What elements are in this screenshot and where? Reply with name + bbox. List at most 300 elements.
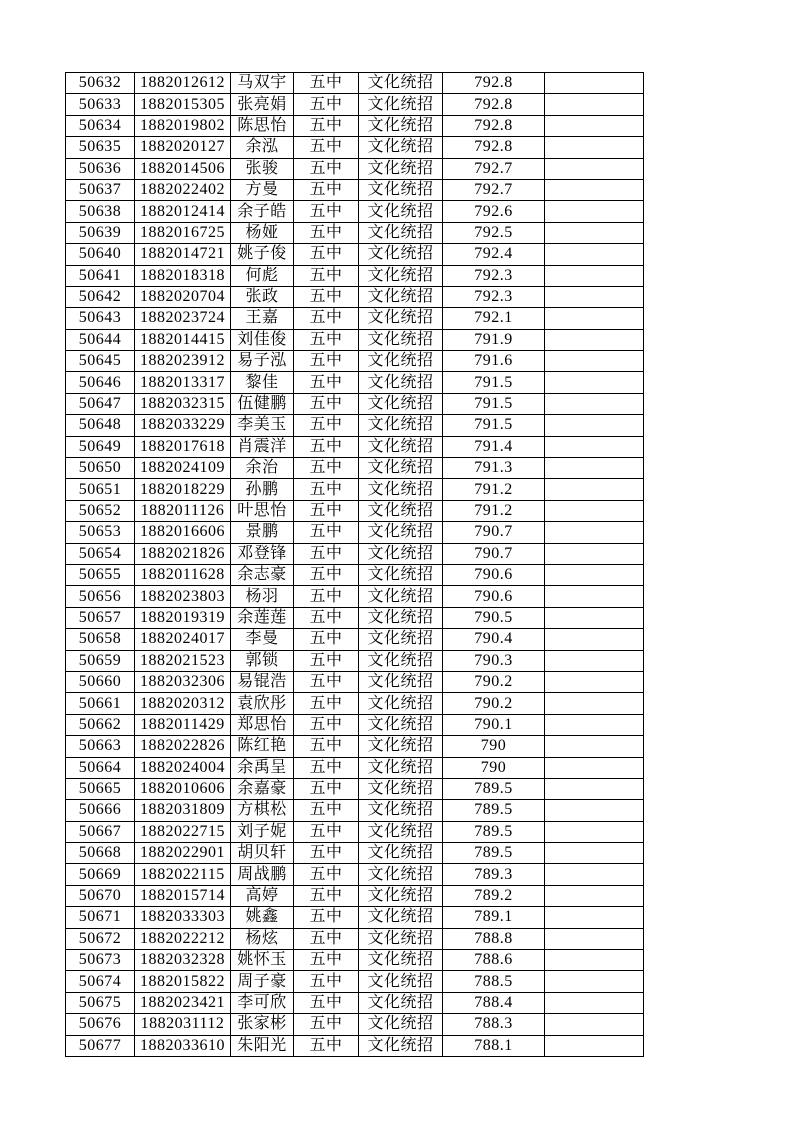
cell-admission-type: 文化统招 (359, 885, 443, 906)
cell-seq-number: 50658 (66, 629, 135, 650)
table-row (66, 843, 644, 864)
cell-seq-number: 50673 (66, 950, 135, 971)
cell-score: 790.6 (443, 564, 545, 585)
cell-seq-number: 50644 (66, 329, 135, 350)
cell-blank (545, 265, 644, 286)
cell-school: 五中 (294, 308, 359, 329)
cell-admission-type: 文化统招 (359, 329, 443, 350)
cell-name: 姚子俊 (231, 244, 294, 265)
cell-score: 791.2 (443, 479, 545, 500)
cell-admission-type: 文化统招 (359, 500, 443, 521)
cell-seq-number: 50671 (66, 907, 135, 928)
cell-student-id: 1882016725 (135, 222, 231, 243)
cell-admission-type: 文化统招 (359, 650, 443, 671)
cell-admission-type: 文化统招 (359, 607, 443, 628)
cell-seq-number: 50635 (66, 137, 135, 158)
table-row (66, 885, 644, 906)
cell-student-id: 1882033303 (135, 907, 231, 928)
table-row (66, 907, 644, 928)
cell-blank (545, 564, 644, 585)
cell-school: 五中 (294, 137, 359, 158)
cell-score: 790.7 (443, 522, 545, 543)
cell-seq-number: 50642 (66, 286, 135, 307)
cell-student-id: 1882022901 (135, 843, 231, 864)
cell-admission-type: 文化统招 (359, 222, 443, 243)
cell-admission-type: 文化统招 (359, 586, 443, 607)
cell-score: 790.3 (443, 650, 545, 671)
cell-blank (545, 179, 644, 200)
cell-blank (545, 372, 644, 393)
cell-seq-number: 50651 (66, 479, 135, 500)
cell-blank (545, 1014, 644, 1035)
cell-school: 五中 (294, 992, 359, 1013)
cell-school: 五中 (294, 372, 359, 393)
table-row (66, 479, 644, 500)
cell-name: 景鹏 (231, 522, 294, 543)
table-row (66, 928, 644, 949)
cell-score: 790.2 (443, 671, 545, 692)
cell-seq-number: 50633 (66, 94, 135, 115)
cell-name: 李曼 (231, 629, 294, 650)
cell-blank (545, 436, 644, 457)
cell-score: 792.6 (443, 201, 545, 222)
cell-score: 788.1 (443, 1035, 545, 1056)
cell-blank (545, 543, 644, 564)
table-row (66, 671, 644, 692)
cell-score: 791.6 (443, 351, 545, 372)
cell-name: 周子豪 (231, 971, 294, 992)
table-row (66, 736, 644, 757)
table-row (66, 393, 644, 414)
cell-name: 张亮娟 (231, 94, 294, 115)
table-row (66, 73, 644, 94)
cell-blank (545, 714, 644, 735)
cell-name: 张骏 (231, 158, 294, 179)
cell-blank (545, 821, 644, 842)
cell-seq-number: 50645 (66, 351, 135, 372)
cell-admission-type: 文化统招 (359, 714, 443, 735)
cell-seq-number: 50639 (66, 222, 135, 243)
cell-seq-number: 50650 (66, 458, 135, 479)
cell-score: 792.7 (443, 179, 545, 200)
cell-blank (545, 1035, 644, 1056)
cell-blank (545, 137, 644, 158)
cell-score: 792.4 (443, 244, 545, 265)
cell-blank (545, 778, 644, 799)
cell-blank (545, 393, 644, 414)
cell-name: 马双宇 (231, 73, 294, 94)
cell-score: 789.1 (443, 907, 545, 928)
cell-admission-type: 文化统招 (359, 1014, 443, 1035)
cell-score: 789.5 (443, 800, 545, 821)
cell-student-id: 1882011126 (135, 500, 231, 521)
cell-blank (545, 73, 644, 94)
cell-school: 五中 (294, 1035, 359, 1056)
cell-admission-type: 文化统招 (359, 201, 443, 222)
cell-seq-number: 50662 (66, 714, 135, 735)
cell-admission-type: 文化统招 (359, 286, 443, 307)
cell-admission-type: 文化统招 (359, 137, 443, 158)
cell-name: 刘佳俊 (231, 329, 294, 350)
cell-student-id: 1882020312 (135, 693, 231, 714)
table-row (66, 800, 644, 821)
cell-school: 五中 (294, 907, 359, 928)
cell-seq-number: 50675 (66, 992, 135, 1013)
cell-admission-type: 文化统招 (359, 821, 443, 842)
cell-school: 五中 (294, 757, 359, 778)
cell-admission-type: 文化统招 (359, 179, 443, 200)
cell-student-id: 1882015305 (135, 94, 231, 115)
cell-school: 五中 (294, 950, 359, 971)
cell-score: 792.8 (443, 115, 545, 136)
cell-score: 791.5 (443, 415, 545, 436)
table-row (66, 821, 644, 842)
cell-student-id: 1882032306 (135, 671, 231, 692)
cell-seq-number: 50656 (66, 586, 135, 607)
cell-seq-number: 50672 (66, 928, 135, 949)
cell-name: 黎佳 (231, 372, 294, 393)
cell-seq-number: 50643 (66, 308, 135, 329)
table-row (66, 564, 644, 585)
cell-school: 五中 (294, 415, 359, 436)
cell-school: 五中 (294, 736, 359, 757)
cell-score: 792.3 (443, 265, 545, 286)
table-row (66, 308, 644, 329)
cell-admission-type: 文化统招 (359, 564, 443, 585)
cell-admission-type: 文化统招 (359, 757, 443, 778)
cell-school: 五中 (294, 115, 359, 136)
cell-name: 张政 (231, 286, 294, 307)
cell-name: 伍健鹏 (231, 393, 294, 414)
score-table (65, 72, 644, 1057)
cell-admission-type: 文化统招 (359, 308, 443, 329)
cell-name: 余禹呈 (231, 757, 294, 778)
cell-student-id: 1882017618 (135, 436, 231, 457)
cell-blank (545, 736, 644, 757)
cell-name: 余莲莲 (231, 607, 294, 628)
cell-seq-number: 50665 (66, 778, 135, 799)
cell-admission-type: 文化统招 (359, 244, 443, 265)
table-row (66, 522, 644, 543)
cell-score: 789.5 (443, 821, 545, 842)
cell-school: 五中 (294, 179, 359, 200)
cell-seq-number: 50667 (66, 821, 135, 842)
cell-school: 五中 (294, 1014, 359, 1035)
cell-seq-number: 50638 (66, 201, 135, 222)
cell-blank (545, 351, 644, 372)
cell-name: 姚鑫 (231, 907, 294, 928)
cell-blank (545, 800, 644, 821)
cell-student-id: 1882022115 (135, 864, 231, 885)
cell-blank (545, 864, 644, 885)
cell-blank (545, 950, 644, 971)
cell-score: 791.3 (443, 458, 545, 479)
cell-blank (545, 885, 644, 906)
cell-school: 五中 (294, 436, 359, 457)
cell-student-id: 1882014721 (135, 244, 231, 265)
cell-seq-number: 50632 (66, 73, 135, 94)
cell-score: 791.4 (443, 436, 545, 457)
cell-seq-number: 50646 (66, 372, 135, 393)
cell-seq-number: 50647 (66, 393, 135, 414)
cell-admission-type: 文化统招 (359, 778, 443, 799)
cell-student-id: 1882018229 (135, 479, 231, 500)
cell-seq-number: 50666 (66, 800, 135, 821)
cell-score: 789.2 (443, 885, 545, 906)
cell-seq-number: 50657 (66, 607, 135, 628)
cell-score: 791.5 (443, 372, 545, 393)
table-row (66, 629, 644, 650)
cell-blank (545, 308, 644, 329)
cell-seq-number: 50661 (66, 693, 135, 714)
cell-admission-type: 文化统招 (359, 543, 443, 564)
cell-seq-number: 50660 (66, 671, 135, 692)
cell-school: 五中 (294, 393, 359, 414)
cell-name: 孙鹏 (231, 479, 294, 500)
cell-blank (545, 586, 644, 607)
cell-seq-number: 50648 (66, 415, 135, 436)
cell-name: 李美玉 (231, 415, 294, 436)
cell-school: 五中 (294, 500, 359, 521)
cell-student-id: 1882023912 (135, 351, 231, 372)
cell-student-id: 1882011628 (135, 564, 231, 585)
cell-school: 五中 (294, 928, 359, 949)
cell-name: 周战鹏 (231, 864, 294, 885)
cell-seq-number: 50637 (66, 179, 135, 200)
cell-admission-type: 文化统招 (359, 950, 443, 971)
cell-name: 方曼 (231, 179, 294, 200)
cell-admission-type: 文化统招 (359, 73, 443, 94)
cell-student-id: 1882023724 (135, 308, 231, 329)
cell-seq-number: 50655 (66, 564, 135, 585)
cell-seq-number: 50636 (66, 158, 135, 179)
cell-blank (545, 693, 644, 714)
cell-score: 789.3 (443, 864, 545, 885)
cell-school: 五中 (294, 94, 359, 115)
cell-seq-number: 50677 (66, 1035, 135, 1056)
cell-school: 五中 (294, 821, 359, 842)
cell-score: 788.4 (443, 992, 545, 1013)
cell-student-id: 1882032315 (135, 393, 231, 414)
cell-student-id: 1882019802 (135, 115, 231, 136)
table-row (66, 415, 644, 436)
cell-name: 朱阳光 (231, 1035, 294, 1056)
cell-blank (545, 650, 644, 671)
table-row (66, 244, 644, 265)
cell-blank (545, 671, 644, 692)
cell-blank (545, 522, 644, 543)
cell-score: 790.6 (443, 586, 545, 607)
table-row (66, 436, 644, 457)
cell-admission-type: 文化统招 (359, 736, 443, 757)
cell-admission-type: 文化统招 (359, 864, 443, 885)
cell-name: 余嘉豪 (231, 778, 294, 799)
cell-score: 788.3 (443, 1014, 545, 1035)
cell-name: 易子泓 (231, 351, 294, 372)
cell-school: 五中 (294, 222, 359, 243)
cell-seq-number: 50652 (66, 500, 135, 521)
cell-student-id: 1882021826 (135, 543, 231, 564)
cell-seq-number: 50664 (66, 757, 135, 778)
cell-blank (545, 629, 644, 650)
cell-score: 792.5 (443, 222, 545, 243)
cell-school: 五中 (294, 864, 359, 885)
cell-blank (545, 329, 644, 350)
cell-school: 五中 (294, 971, 359, 992)
cell-school: 五中 (294, 564, 359, 585)
cell-school: 五中 (294, 329, 359, 350)
cell-name: 刘子妮 (231, 821, 294, 842)
cell-admission-type: 文化统招 (359, 393, 443, 414)
cell-admission-type: 文化统招 (359, 351, 443, 372)
cell-student-id: 1882015714 (135, 885, 231, 906)
cell-admission-type: 文化统招 (359, 843, 443, 864)
cell-blank (545, 500, 644, 521)
cell-score: 791.5 (443, 393, 545, 414)
cell-student-id: 1882022402 (135, 179, 231, 200)
table-row (66, 864, 644, 885)
cell-blank (545, 94, 644, 115)
cell-blank (545, 158, 644, 179)
table-row (66, 1035, 644, 1056)
table-row (66, 693, 644, 714)
cell-student-id: 1882018318 (135, 265, 231, 286)
cell-student-id: 1882010606 (135, 778, 231, 799)
cell-student-id: 1882014506 (135, 158, 231, 179)
cell-blank (545, 607, 644, 628)
cell-admission-type: 文化统招 (359, 1035, 443, 1056)
cell-seq-number: 50641 (66, 265, 135, 286)
cell-name: 李可欣 (231, 992, 294, 1013)
cell-score: 790.5 (443, 607, 545, 628)
cell-school: 五中 (294, 73, 359, 94)
cell-blank (545, 222, 644, 243)
cell-score: 788.5 (443, 971, 545, 992)
table-row (66, 607, 644, 628)
cell-student-id: 1882023421 (135, 992, 231, 1013)
cell-name: 杨羽 (231, 586, 294, 607)
cell-school: 五中 (294, 671, 359, 692)
cell-student-id: 1882031112 (135, 1014, 231, 1035)
table-row (66, 586, 644, 607)
cell-student-id: 1882023803 (135, 586, 231, 607)
cell-seq-number: 50634 (66, 115, 135, 136)
cell-name: 陈思怡 (231, 115, 294, 136)
cell-blank (545, 286, 644, 307)
cell-blank (545, 458, 644, 479)
cell-name: 方棋松 (231, 800, 294, 821)
cell-student-id: 1882032328 (135, 950, 231, 971)
table-row (66, 351, 644, 372)
cell-school: 五中 (294, 543, 359, 564)
cell-name: 郭锁 (231, 650, 294, 671)
cell-student-id: 1882021523 (135, 650, 231, 671)
cell-admission-type: 文化统招 (359, 458, 443, 479)
cell-student-id: 1882024109 (135, 458, 231, 479)
table-row (66, 500, 644, 521)
cell-admission-type: 文化统招 (359, 436, 443, 457)
cell-student-id: 1882033229 (135, 415, 231, 436)
cell-blank (545, 992, 644, 1013)
cell-score: 791.9 (443, 329, 545, 350)
table-row (66, 714, 644, 735)
cell-name: 郑思怡 (231, 714, 294, 735)
cell-name: 高婷 (231, 885, 294, 906)
cell-admission-type: 文化统招 (359, 928, 443, 949)
cell-score: 789.5 (443, 778, 545, 799)
cell-school: 五中 (294, 586, 359, 607)
table-row (66, 115, 644, 136)
cell-score: 788.8 (443, 928, 545, 949)
cell-school: 五中 (294, 650, 359, 671)
table-row (66, 971, 644, 992)
cell-school: 五中 (294, 351, 359, 372)
cell-admission-type: 文化统招 (359, 522, 443, 543)
cell-admission-type: 文化统招 (359, 415, 443, 436)
cell-name: 袁欣彤 (231, 693, 294, 714)
table-row (66, 1014, 644, 1035)
cell-score: 790 (443, 757, 545, 778)
cell-school: 五中 (294, 607, 359, 628)
cell-student-id: 1882024017 (135, 629, 231, 650)
cell-name: 王嘉 (231, 308, 294, 329)
cell-name: 易锟浩 (231, 671, 294, 692)
cell-student-id: 1882012612 (135, 73, 231, 94)
cell-student-id: 1882033610 (135, 1035, 231, 1056)
cell-student-id: 1882016606 (135, 522, 231, 543)
cell-admission-type: 文化统招 (359, 94, 443, 115)
cell-school: 五中 (294, 522, 359, 543)
cell-admission-type: 文化统招 (359, 992, 443, 1013)
cell-seq-number: 50649 (66, 436, 135, 457)
cell-seq-number: 50640 (66, 244, 135, 265)
cell-name: 胡贝轩 (231, 843, 294, 864)
cell-admission-type: 文化统招 (359, 265, 443, 286)
cell-blank (545, 479, 644, 500)
cell-school: 五中 (294, 714, 359, 735)
table-row (66, 94, 644, 115)
cell-name: 肖震洋 (231, 436, 294, 457)
cell-score: 792.3 (443, 286, 545, 307)
table-row (66, 286, 644, 307)
cell-admission-type: 文化统招 (359, 629, 443, 650)
cell-school: 五中 (294, 286, 359, 307)
cell-student-id: 1882011429 (135, 714, 231, 735)
cell-admission-type: 文化统招 (359, 479, 443, 500)
cell-admission-type: 文化统招 (359, 671, 443, 692)
cell-seq-number: 50674 (66, 971, 135, 992)
cell-blank (545, 928, 644, 949)
cell-score: 792.8 (443, 137, 545, 158)
cell-name: 叶思怡 (231, 500, 294, 521)
cell-school: 五中 (294, 244, 359, 265)
table-row (66, 543, 644, 564)
cell-student-id: 1882020704 (135, 286, 231, 307)
table-row (66, 137, 644, 158)
cell-name: 余泓 (231, 137, 294, 158)
cell-seq-number: 50676 (66, 1014, 135, 1035)
cell-student-id: 1882013317 (135, 372, 231, 393)
table-row (66, 158, 644, 179)
cell-school: 五中 (294, 885, 359, 906)
cell-school: 五中 (294, 693, 359, 714)
cell-score: 789.5 (443, 843, 545, 864)
cell-admission-type: 文化统招 (359, 115, 443, 136)
cell-school: 五中 (294, 629, 359, 650)
table-row (66, 179, 644, 200)
cell-student-id: 1882024004 (135, 757, 231, 778)
cell-seq-number: 50663 (66, 736, 135, 757)
